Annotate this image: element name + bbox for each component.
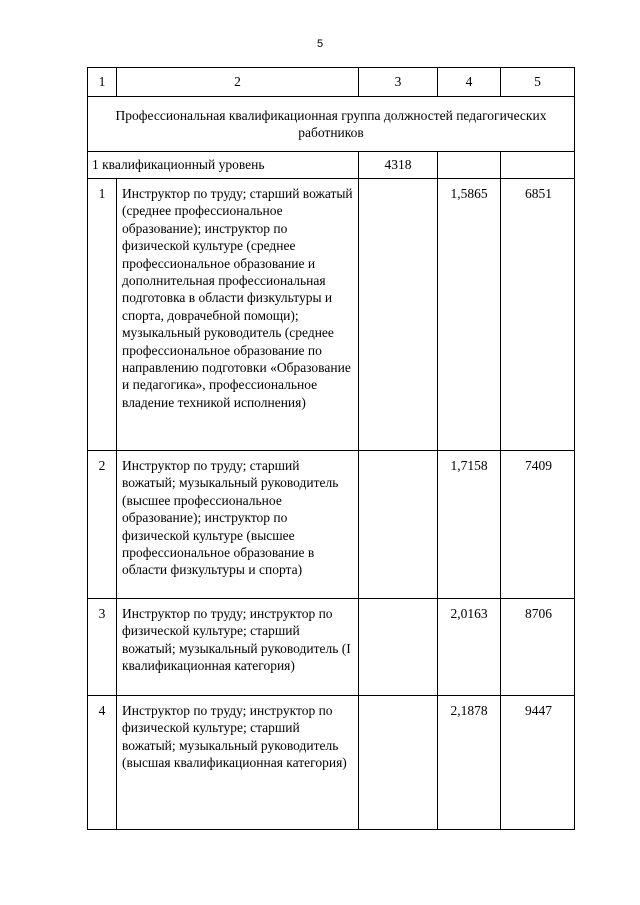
empty-cell [501, 152, 575, 179]
empty-cell [438, 152, 501, 179]
salary: 8706 [501, 599, 575, 696]
position-description: Инструктор по труду; старший вожатый; музыкальный руководитель (высшее профессиональное образование); инструктор по физической культуре (высшее профессиональное образование в области физкультуры и спорта) [117, 451, 359, 599]
row-number: 4 [88, 696, 117, 830]
table-row [88, 599, 575, 696]
position-description: Инструктор по труду; инструктор по физической культуре; старший вожатый; музыкальный руководитель (высшая квалификационная категория) [117, 696, 359, 830]
coefficient: 2,0163 [438, 599, 501, 696]
salary: 7409 [501, 451, 575, 599]
group-title: Профессиональная квалификационная группа должностей педагогических работников [88, 97, 575, 152]
base-cell [359, 451, 438, 599]
level-base-salary: 4318 [359, 152, 438, 179]
column-number: 2 [117, 68, 359, 97]
column-number-row [88, 68, 575, 97]
table-row [88, 451, 575, 599]
qualification-table [87, 67, 575, 830]
column-number: 5 [501, 68, 575, 97]
group-title-row [88, 97, 575, 152]
position-description: Инструктор по труду; инструктор по физической культуре; старший вожатый; музыкальный руководитель (I квалификационная категория) [117, 599, 359, 696]
table-row [88, 696, 575, 830]
level-label: 1 квалификационный уровень [88, 152, 359, 179]
row-number: 3 [88, 599, 117, 696]
base-cell [359, 179, 438, 451]
position-description: Инструктор по труду; старший вожатый (среднее профессиональное образование); инструктор по физической культуре (среднее профессиональное образование и дополнительная профессиональная подготовка в области физкультуры и спорта, доврачебной помощи); музыкальный руководитель (среднее профессиональное образование по направлению подготовки «Образование и педагогика», профессиональное владение техникой исполнения) [117, 179, 359, 451]
coefficient: 1,7158 [438, 451, 501, 599]
table-row [88, 179, 575, 451]
page-number: 5 [316, 38, 324, 50]
coefficient: 2,1878 [438, 696, 501, 830]
salary: 9447 [501, 696, 575, 830]
coefficient: 1,5865 [438, 179, 501, 451]
base-cell [359, 599, 438, 696]
row-number: 2 [88, 451, 117, 599]
salary: 6851 [501, 179, 575, 451]
column-number: 3 [359, 68, 438, 97]
level-row [88, 152, 575, 179]
base-cell [359, 696, 438, 830]
row-number: 1 [88, 179, 117, 451]
column-number: 4 [438, 68, 501, 97]
column-number: 1 [88, 68, 117, 97]
